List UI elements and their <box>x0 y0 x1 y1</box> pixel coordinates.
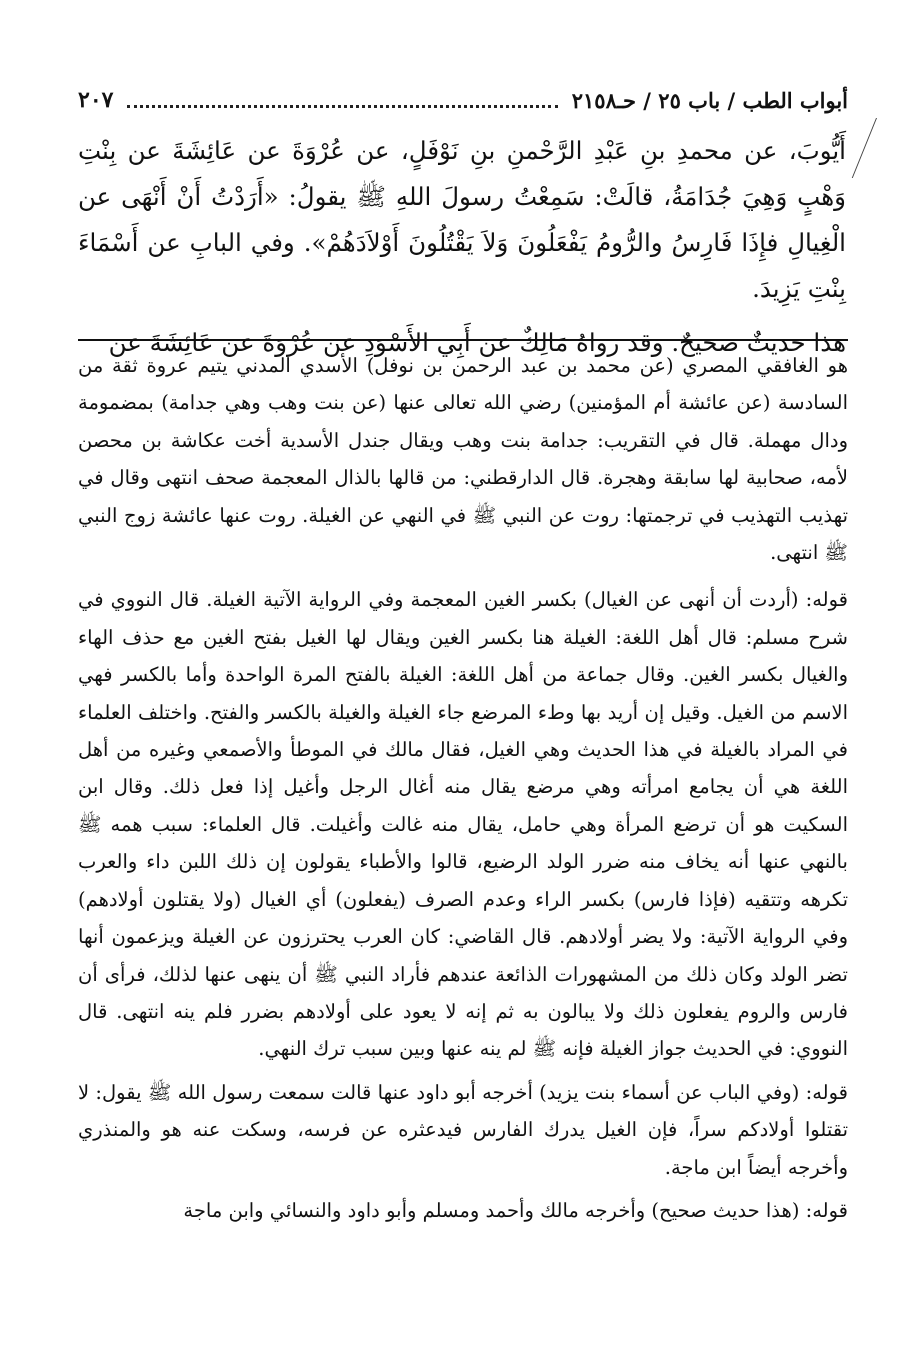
hadith-grading-line: هذا حديثٌ صحيحٌ. وقد رواهُ مَالِكٌ عن أَبِي الأَسْوَدِ عن عُرْوَةَ عن عَائِشَةَ عن <box>108 328 846 357</box>
commentary-paragraph: قوله: (أردت أن أنهى عن الغيال) بكسر الغين المعجمة وفي الرواية الآتية الغيلة. قال النووي في شرح مسلم: قال أهل اللغة: الغيلة هنا بكسر الغين ويقال لها الغيل بفتح الغين مع حذف الهاء والغيال بكسر الغين. وقال جماعة من أهل اللغة: الغيلة بالفتح المرة الواحدة وأما بالكسر فهي الاسم من الغيل. وقيل إن أريد بها وطء المرضع جاء الغيلة والغيلة بالكسر والفتح. واختلف العلماء في المراد بالغيلة في هذا الحديث وهي الغيل، فقال مالك في الموطأ والأصمعي وغيره من أهل اللغة هي أن يجامع امرأته وهي مرضع يقال منه أغال الرجل وأغيل إذا فعل ذلك. وقال ابن السكيت هو أن ترضع المرأة وهي حامل، يقال منه غالت وأغيلت. قال العلماء: سبب همه ﷺ بالنهي عنها أنه يخاف منه ضرر الولد الرضيع، قالوا والأطباء يقولون إن ذلك اللبن داء والعرب تكرهه وتتقيه (فإذا فارس) بكسر الراء وعدم الصرف (يفعلون) أي الغيال (ولا يقتلون أولادهم) وفي الرواية الآتية: ولا يضر أولادهم. قال القاضي: كان العرب يحترزون عن الغيلة ويزعمون أنها تضر الولد وكان ذلك من المشهورات الذائعة عندهم فأراد النبي ﷺ أن ينهى عنها لذلك، فرأى أن فارس والروم يفعلون ذلك ولا يبالون به ثم إنه لا يعود على أولادهم بضرر فلم ينه انتهى. قال النووي: في الحديث جواز الغيلة فإنه ﷺ لم ينه عنها وبين سبب ترك النهي. <box>78 588 848 1061</box>
commentary-text <box>78 347 848 1229</box>
separator-rule <box>78 339 848 341</box>
running-title: أبواب الطب / باب ٢٥ / حـ٢١٥٨ <box>571 87 848 113</box>
page-number: ٢٠٧ <box>78 87 114 113</box>
header-dot-leader <box>127 93 557 108</box>
commentary-paragraph: قوله: (وفي الباب عن أسماء بنت يزيد) أخرجه أبو داود عنها قالت سمعت رسول الله ﷺ يقول: لا تقتلوا أولادكم سراً، فإن الغيل يدرك الفارس فيدعثره عن فرسه، وسكت عنه هو والمنذري وأخرجه أيضاً ابن ماجة. <box>78 1080 848 1179</box>
hadith-text <box>78 128 846 366</box>
commentary-paragraph: هو الغافقي المصري (عن محمد بن عبد الرحمن بن نوفل) الأسدي المدني يتيم عروة ثقة من السادسة (عن عائشة أم المؤمنين) رضي الله تعالى عنها (عن بنت وهب وهي جدامة) بمضمومة ودال مهملة. قال في التقريب: جدامة بنت وهب ويقال جندل الأسدية أخت عكاشة بن محصن لأمه، صحابية لها سابقة وهجرة. قال الدارقطني: من قالها بالذال المعجمة صحف انتهى وقال في تهذيب التهذيب في ترجمتها: روت عن النبي ﷺ في النهي عن الغيلة. روت عنها عائشة زوج النبي ﷺ انتهى. <box>78 354 848 565</box>
commentary-paragraph: قوله: (هذا حديث صحيح) وأخرجه مالك وأحمد ومسلم وأبو داود والنسائي وابن ماجة <box>183 1198 848 1222</box>
page-header <box>78 82 848 118</box>
hadith-body: أَيُّوبَ، عن محمدِ بنِ عَبْدِ الرَّحْمنِ بنِ نَوْفَلٍ، عن عُرْوَةَ عن عَائِشَةَ عن بِنْتِ وَهْبٍ وَهِيَ جُدَامَةُ، قالَتْ: سَمِعْتُ رسولَ اللهِ ﷺ يقولُ: «أَرَدْتُ أَنْ أَنْهَى عن الْغِيالِ فإِذَا فَارِسُ والرُّومُ يَفْعَلُونَ وَلاَ يَقْتُلُونَ أَوْلاَدَهُمْ». وفي البابِ عن أَسْمَاءَ بِنْتِ يَزِيدَ. <box>78 136 846 303</box>
margin-pencil-mark <box>852 118 907 178</box>
